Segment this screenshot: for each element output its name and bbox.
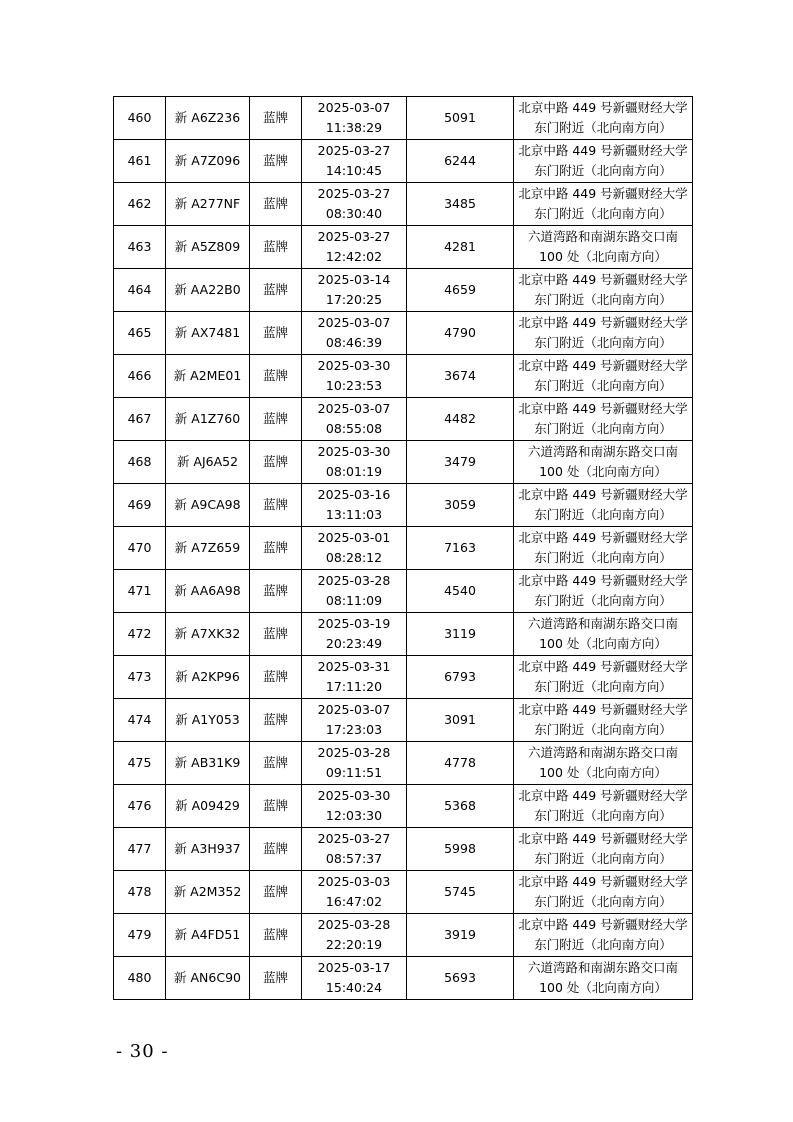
table-row (114, 484, 693, 527)
table-row (114, 699, 693, 742)
plate-number-cell: 新 AX7481 (166, 312, 250, 355)
location-cell (514, 484, 693, 527)
location-line-2: 东门附近（北向南方向） (534, 120, 672, 135)
location-line-2: 东门附近（北向南方向） (534, 894, 672, 909)
location-line-1: 北京中路 449 号新疆财经大学 (518, 272, 688, 287)
timestamp-date: 2025-03-07 (317, 315, 391, 330)
timestamp-cell (302, 140, 407, 183)
timestamp-time: 17:11:20 (325, 679, 383, 694)
timestamp-cell (302, 312, 407, 355)
timestamp-date: 2025-03-28 (317, 917, 391, 932)
location-line-1: 北京中路 449 号新疆财经大学 (518, 401, 688, 416)
timestamp-time: 17:20:25 (325, 292, 383, 307)
record-number-cell: 478 (114, 871, 166, 914)
record-number-cell: 473 (114, 656, 166, 699)
violation-code-cell: 3674 (407, 355, 514, 398)
location-line-1: 六道湾路和南湖东路交口南 (527, 745, 678, 760)
timestamp-time: 09:11:51 (325, 765, 383, 780)
table-row (114, 269, 693, 312)
timestamp-cell (302, 398, 407, 441)
location-cell (514, 742, 693, 785)
timestamp-cell (302, 613, 407, 656)
plate-color-cell: 蓝牌 (250, 398, 302, 441)
location-line-1: 六道湾路和南湖东路交口南 (527, 960, 678, 975)
timestamp-cell (302, 570, 407, 613)
location-line-1: 北京中路 449 号新疆财经大学 (518, 702, 688, 717)
timestamp-date: 2025-03-19 (317, 616, 391, 631)
timestamp-time: 10:23:53 (325, 378, 383, 393)
timestamp-time: 12:03:30 (325, 808, 383, 823)
location-cell (514, 828, 693, 871)
location-cell (514, 957, 693, 1000)
location-line-2: 100 处（北向南方向） (539, 249, 667, 264)
plate-color-cell: 蓝牌 (250, 183, 302, 226)
timestamp-date: 2025-03-27 (317, 229, 391, 244)
violation-code-cell: 3479 (407, 441, 514, 484)
location-line-1: 北京中路 449 号新疆财经大学 (518, 917, 688, 932)
location-cell (514, 613, 693, 656)
table-row (114, 140, 693, 183)
timestamp-cell (302, 656, 407, 699)
plate-color-cell: 蓝牌 (250, 570, 302, 613)
location-line-1: 北京中路 449 号新疆财经大学 (518, 788, 688, 803)
record-number-cell: 466 (114, 355, 166, 398)
plate-color-cell: 蓝牌 (250, 742, 302, 785)
location-line-2: 东门附近（北向南方向） (534, 206, 672, 221)
timestamp-time: 08:55:08 (325, 421, 383, 436)
table-row (114, 613, 693, 656)
violation-records-table (113, 96, 693, 1000)
plate-number-cell: 新 AN6C90 (166, 957, 250, 1000)
violation-code-cell: 4281 (407, 226, 514, 269)
location-cell (514, 570, 693, 613)
location-cell (514, 355, 693, 398)
timestamp-time: 08:30:40 (325, 206, 383, 221)
violation-code-cell: 3091 (407, 699, 514, 742)
timestamp-cell (302, 226, 407, 269)
plate-color-cell: 蓝牌 (250, 484, 302, 527)
location-line-2: 东门附近（北向南方向） (534, 679, 672, 694)
location-line-1: 六道湾路和南湖东路交口南 (527, 229, 678, 244)
location-cell (514, 527, 693, 570)
violation-code-cell: 5745 (407, 871, 514, 914)
table-row (114, 570, 693, 613)
plate-number-cell: 新 AJ6A52 (166, 441, 250, 484)
timestamp-time: 15:40:24 (325, 980, 383, 995)
location-line-1: 北京中路 449 号新疆财经大学 (518, 831, 688, 846)
location-line-2: 东门附近（北向南方向） (534, 335, 672, 350)
location-cell (514, 441, 693, 484)
location-line-2: 东门附近（北向南方向） (534, 808, 672, 823)
timestamp-time: 08:57:37 (325, 851, 383, 866)
location-line-1: 北京中路 449 号新疆财经大学 (518, 358, 688, 373)
table-row (114, 355, 693, 398)
violation-code-cell: 5693 (407, 957, 514, 1000)
timestamp-cell (302, 441, 407, 484)
plate-number-cell: 新 A1Y053 (166, 699, 250, 742)
location-cell (514, 398, 693, 441)
plate-color-cell: 蓝牌 (250, 957, 302, 1000)
plate-color-cell: 蓝牌 (250, 785, 302, 828)
location-line-2: 东门附近（北向南方向） (534, 163, 672, 178)
table-row (114, 742, 693, 785)
timestamp-date: 2025-03-14 (317, 272, 391, 287)
record-number-cell: 474 (114, 699, 166, 742)
plate-number-cell: 新 A2M352 (166, 871, 250, 914)
timestamp-date: 2025-03-31 (317, 659, 391, 674)
record-number-cell: 464 (114, 269, 166, 312)
timestamp-date: 2025-03-27 (317, 831, 391, 846)
location-line-1: 六道湾路和南湖东路交口南 (527, 616, 678, 631)
plate-number-cell: 新 A9CA98 (166, 484, 250, 527)
timestamp-date: 2025-03-07 (317, 100, 391, 115)
location-cell (514, 914, 693, 957)
table-row (114, 914, 693, 957)
timestamp-time: 12:42:02 (325, 249, 383, 264)
record-number-cell: 460 (114, 97, 166, 140)
plate-color-cell: 蓝牌 (250, 140, 302, 183)
timestamp-date: 2025-03-30 (317, 788, 391, 803)
record-number-cell: 480 (114, 957, 166, 1000)
location-line-1: 六道湾路和南湖东路交口南 (527, 444, 678, 459)
timestamp-date: 2025-03-27 (317, 143, 391, 158)
location-cell (514, 312, 693, 355)
plate-number-cell: 新 AA22B0 (166, 269, 250, 312)
violation-code-cell: 3919 (407, 914, 514, 957)
table-row (114, 785, 693, 828)
plate-color-cell: 蓝牌 (250, 527, 302, 570)
violation-code-cell: 4659 (407, 269, 514, 312)
location-line-1: 北京中路 449 号新疆财经大学 (518, 100, 688, 115)
location-line-2: 东门附近（北向南方向） (534, 378, 672, 393)
plate-number-cell: 新 A4FD51 (166, 914, 250, 957)
plate-number-cell: 新 A7XK32 (166, 613, 250, 656)
timestamp-cell (302, 828, 407, 871)
plate-color-cell: 蓝牌 (250, 269, 302, 312)
timestamp-date: 2025-03-16 (317, 487, 391, 502)
violation-code-cell: 4778 (407, 742, 514, 785)
location-cell (514, 269, 693, 312)
record-number-cell: 462 (114, 183, 166, 226)
location-line-2: 东门附近（北向南方向） (534, 507, 672, 522)
record-number-cell: 472 (114, 613, 166, 656)
location-line-2: 东门附近（北向南方向） (534, 593, 672, 608)
location-line-1: 北京中路 449 号新疆财经大学 (518, 659, 688, 674)
table-row (114, 527, 693, 570)
timestamp-time: 08:11:09 (325, 593, 383, 608)
location-line-2: 东门附近（北向南方向） (534, 292, 672, 307)
table-row (114, 441, 693, 484)
plate-number-cell: 新 A3H937 (166, 828, 250, 871)
record-number-cell: 475 (114, 742, 166, 785)
table-row (114, 398, 693, 441)
plate-color-cell: 蓝牌 (250, 613, 302, 656)
violation-code-cell: 5368 (407, 785, 514, 828)
record-number-cell: 469 (114, 484, 166, 527)
location-line-2: 100 处（北向南方向） (539, 636, 667, 651)
location-line-1: 北京中路 449 号新疆财经大学 (518, 573, 688, 588)
location-line-2: 100 处（北向南方向） (539, 765, 667, 780)
timestamp-date: 2025-03-27 (317, 186, 391, 201)
timestamp-cell (302, 484, 407, 527)
timestamp-cell (302, 699, 407, 742)
record-number-cell: 463 (114, 226, 166, 269)
record-number-cell: 468 (114, 441, 166, 484)
violation-code-cell: 4540 (407, 570, 514, 613)
timestamp-time: 11:38:29 (325, 120, 383, 135)
location-line-1: 北京中路 449 号新疆财经大学 (518, 143, 688, 158)
location-line-2: 东门附近（北向南方向） (534, 550, 672, 565)
timestamp-time: 14:10:45 (325, 163, 383, 178)
violation-code-cell: 6244 (407, 140, 514, 183)
record-number-cell: 465 (114, 312, 166, 355)
violation-code-cell: 4482 (407, 398, 514, 441)
violation-code-cell: 6793 (407, 656, 514, 699)
timestamp-cell (302, 355, 407, 398)
timestamp-cell (302, 871, 407, 914)
plate-color-cell: 蓝牌 (250, 914, 302, 957)
location-line-1: 北京中路 449 号新疆财经大学 (518, 186, 688, 201)
plate-number-cell: 新 A5Z809 (166, 226, 250, 269)
timestamp-cell (302, 183, 407, 226)
location-line-1: 北京中路 449 号新疆财经大学 (518, 487, 688, 502)
timestamp-cell (302, 97, 407, 140)
plate-number-cell: 新 A2ME01 (166, 355, 250, 398)
plate-color-cell: 蓝牌 (250, 656, 302, 699)
timestamp-date: 2025-03-03 (317, 874, 391, 889)
plate-number-cell: 新 A7Z096 (166, 140, 250, 183)
location-line-2: 东门附近（北向南方向） (534, 421, 672, 436)
table-row (114, 97, 693, 140)
timestamp-time: 16:47:02 (325, 894, 383, 909)
timestamp-date: 2025-03-28 (317, 745, 391, 760)
timestamp-time: 08:46:39 (325, 335, 383, 350)
location-line-1: 北京中路 449 号新疆财经大学 (518, 530, 688, 545)
plate-color-cell: 蓝牌 (250, 312, 302, 355)
plate-number-cell: 新 A2KP96 (166, 656, 250, 699)
page-number: - 30 - (116, 1041, 169, 1062)
table-row (114, 183, 693, 226)
record-number-cell: 476 (114, 785, 166, 828)
location-cell (514, 785, 693, 828)
location-cell (514, 871, 693, 914)
violation-code-cell: 5091 (407, 97, 514, 140)
record-number-cell: 467 (114, 398, 166, 441)
location-line-2: 100 处（北向南方向） (539, 464, 667, 479)
timestamp-date: 2025-03-30 (317, 444, 391, 459)
timestamp-cell (302, 914, 407, 957)
plate-number-cell: 新 AB31K9 (166, 742, 250, 785)
timestamp-date: 2025-03-01 (317, 530, 391, 545)
table-row (114, 871, 693, 914)
violation-code-cell: 3119 (407, 613, 514, 656)
location-cell (514, 183, 693, 226)
plate-color-cell: 蓝牌 (250, 97, 302, 140)
timestamp-time: 08:01:19 (325, 464, 383, 479)
timestamp-time: 22:20:19 (325, 937, 383, 952)
timestamp-cell (302, 957, 407, 1000)
record-number-cell: 461 (114, 140, 166, 183)
timestamp-cell (302, 269, 407, 312)
location-line-2: 东门附近（北向南方向） (534, 937, 672, 952)
location-line-2: 100 处（北向南方向） (539, 980, 667, 995)
plate-color-cell: 蓝牌 (250, 441, 302, 484)
plate-number-cell: 新 AA6A98 (166, 570, 250, 613)
plate-number-cell: 新 A09429 (166, 785, 250, 828)
record-number-cell: 479 (114, 914, 166, 957)
violation-code-cell: 3059 (407, 484, 514, 527)
violation-code-cell: 4790 (407, 312, 514, 355)
plate-color-cell: 蓝牌 (250, 871, 302, 914)
record-number-cell: 470 (114, 527, 166, 570)
location-cell (514, 226, 693, 269)
violation-code-cell: 3485 (407, 183, 514, 226)
table-row (114, 226, 693, 269)
timestamp-cell (302, 527, 407, 570)
location-cell (514, 140, 693, 183)
record-number-cell: 477 (114, 828, 166, 871)
location-line-1: 北京中路 449 号新疆财经大学 (518, 315, 688, 330)
location-line-1: 北京中路 449 号新疆财经大学 (518, 874, 688, 889)
timestamp-cell (302, 742, 407, 785)
location-cell (514, 699, 693, 742)
plate-number-cell: 新 A277NF (166, 183, 250, 226)
plate-number-cell: 新 A6Z236 (166, 97, 250, 140)
timestamp-cell (302, 785, 407, 828)
timestamp-time: 17:23:03 (325, 722, 383, 737)
plate-color-cell: 蓝牌 (250, 226, 302, 269)
timestamp-date: 2025-03-07 (317, 401, 391, 416)
location-cell (514, 97, 693, 140)
table-row (114, 312, 693, 355)
location-line-2: 东门附近（北向南方向） (534, 851, 672, 866)
timestamp-date: 2025-03-17 (317, 960, 391, 975)
plate-number-cell: 新 A1Z760 (166, 398, 250, 441)
violation-code-cell: 5998 (407, 828, 514, 871)
timestamp-date: 2025-03-28 (317, 573, 391, 588)
table-body (114, 97, 693, 1000)
timestamp-time: 08:28:12 (325, 550, 383, 565)
table-row (114, 957, 693, 1000)
table-row (114, 828, 693, 871)
violation-code-cell: 7163 (407, 527, 514, 570)
table-row (114, 656, 693, 699)
timestamp-date: 2025-03-30 (317, 358, 391, 373)
plate-number-cell: 新 A7Z659 (166, 527, 250, 570)
timestamp-time: 13:11:03 (325, 507, 383, 522)
location-cell (514, 656, 693, 699)
plate-color-cell: 蓝牌 (250, 355, 302, 398)
plate-color-cell: 蓝牌 (250, 828, 302, 871)
timestamp-time: 20:23:49 (325, 636, 383, 651)
record-number-cell: 471 (114, 570, 166, 613)
plate-color-cell: 蓝牌 (250, 699, 302, 742)
location-line-2: 东门附近（北向南方向） (534, 722, 672, 737)
timestamp-date: 2025-03-07 (317, 702, 391, 717)
